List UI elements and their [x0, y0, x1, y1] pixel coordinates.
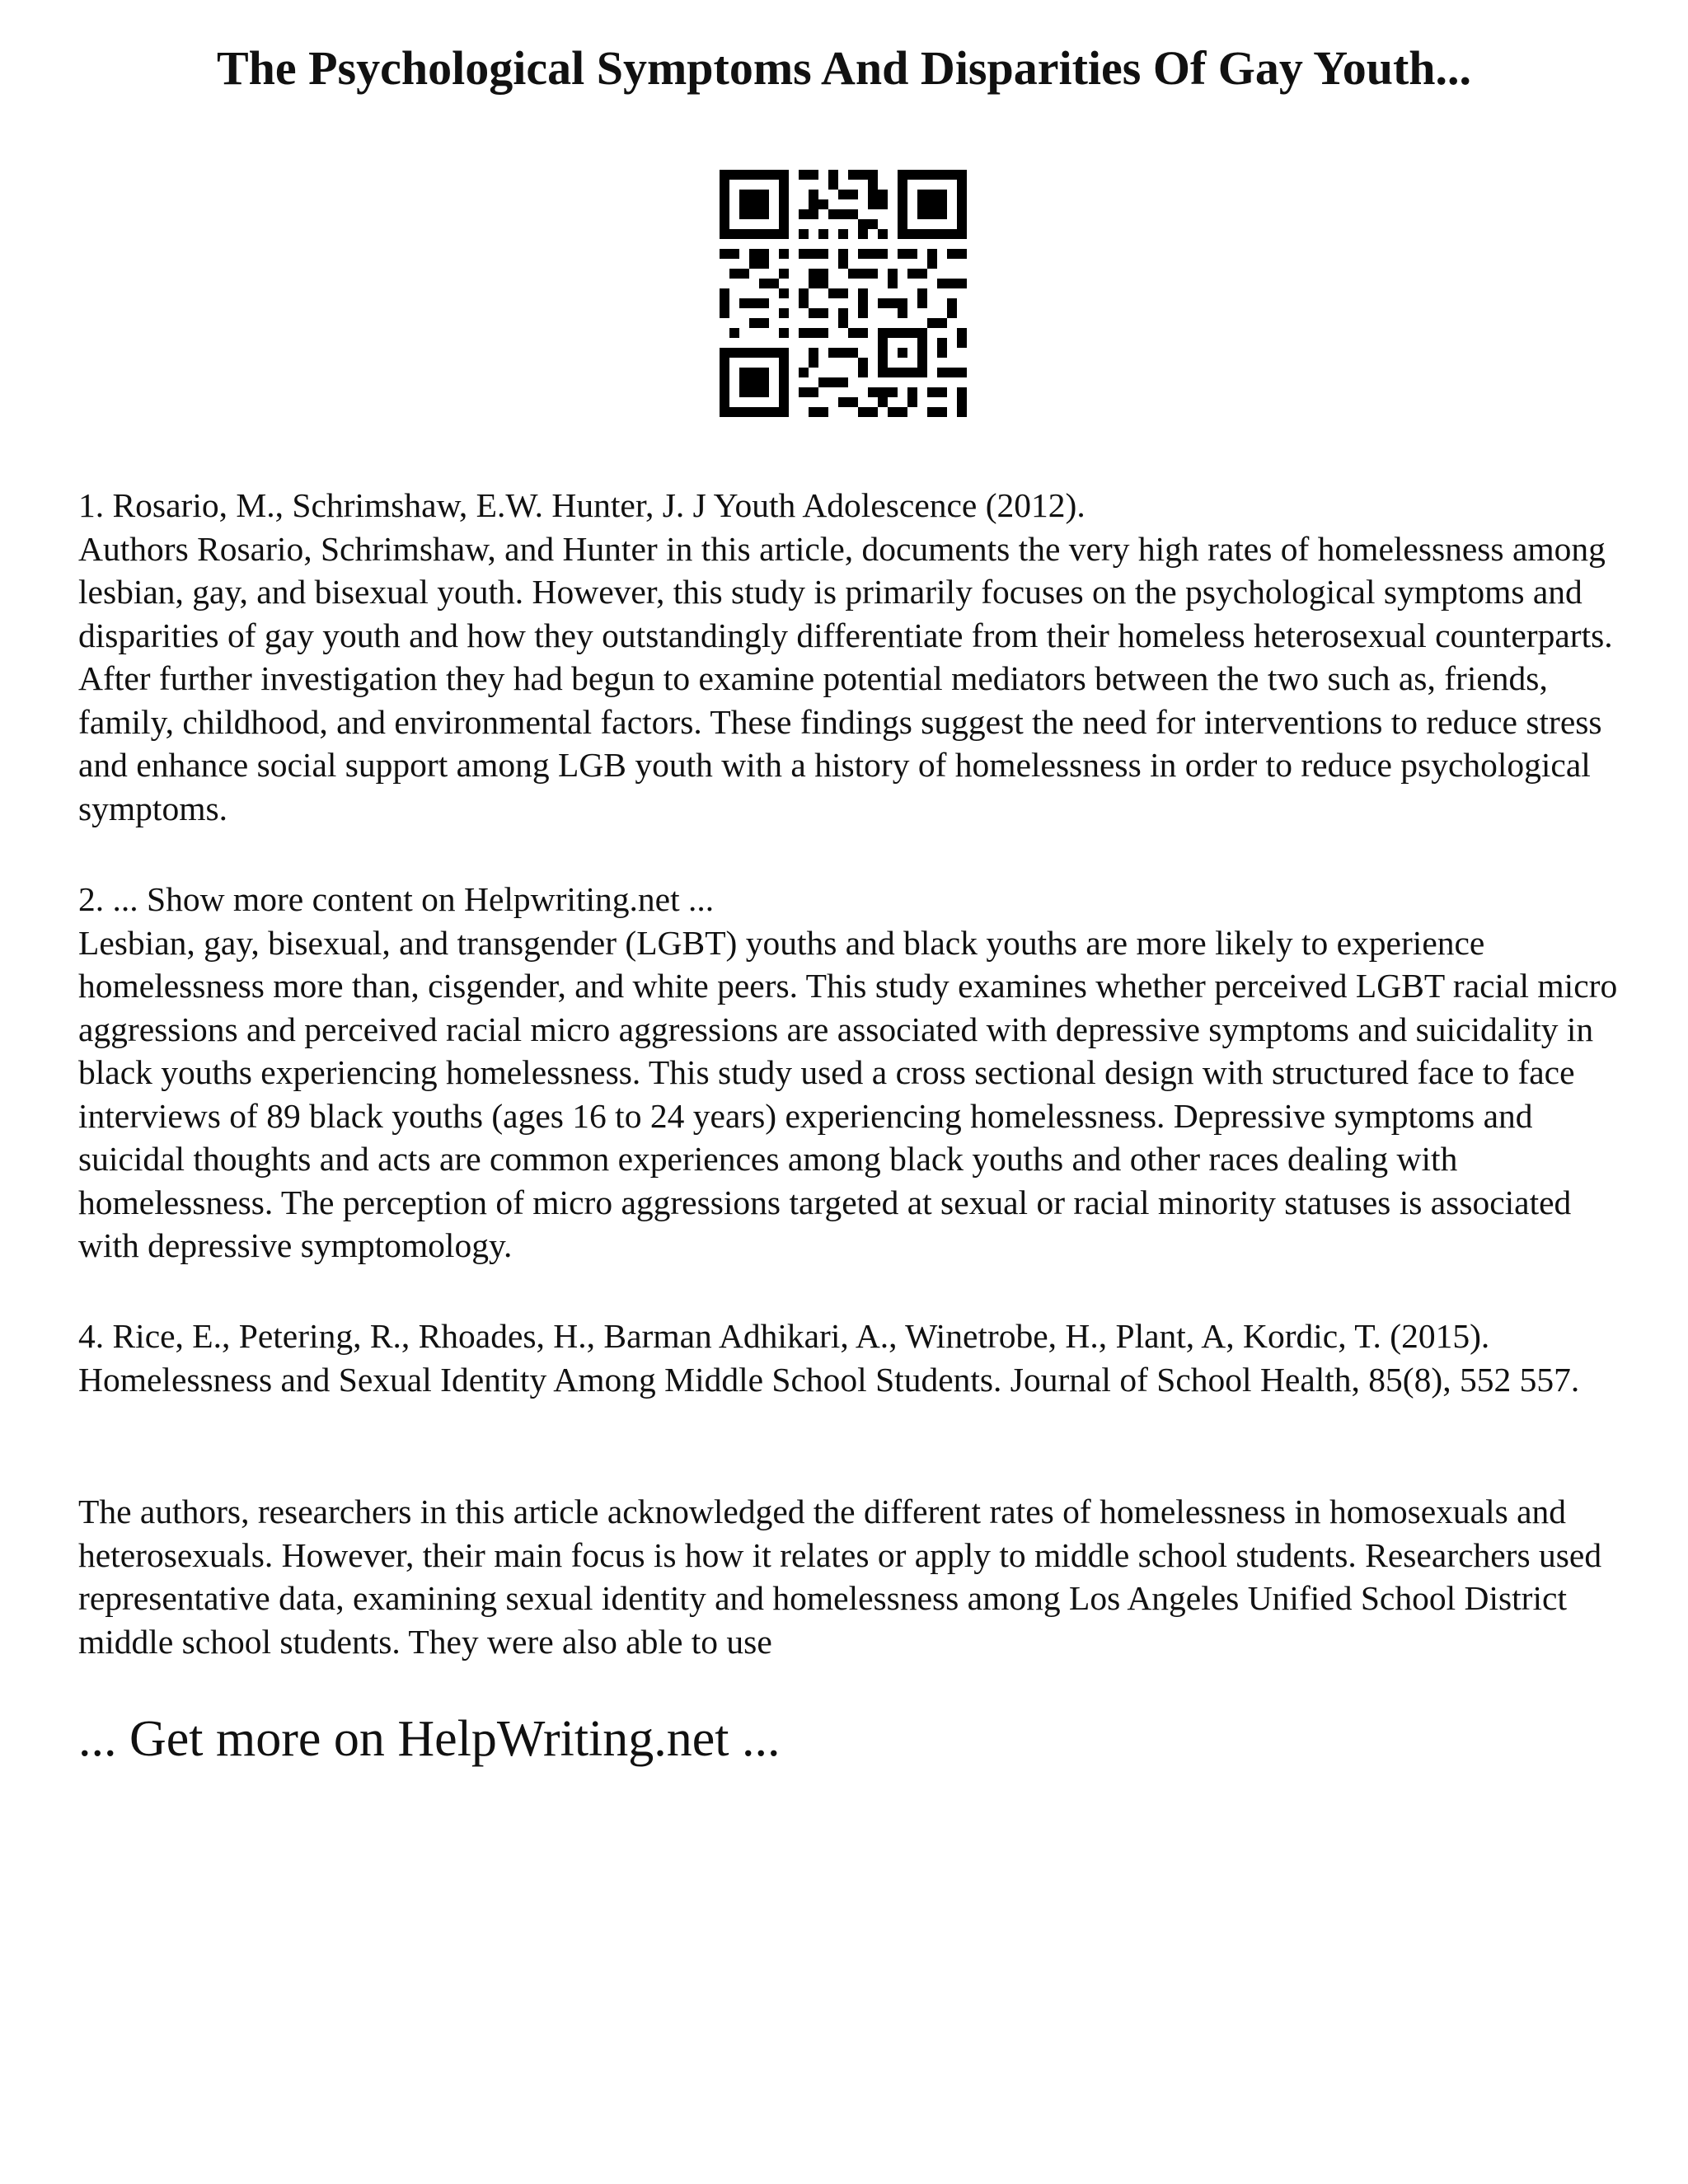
show-more-link[interactable]: 2. ... Show more content on Helpwriting.net ... [78, 880, 715, 918]
reference-4-citation: 4. Rice, E., Petering, R., Rhoades, H., Barman Adhikari, A., Winetrobe, H., Plant, A, Kordic, T. (2015). Homelessness and Sexual Identity Among Middle School Students. Journal of School Health, 85(8), 552 557. [78, 1317, 1580, 1399]
reference-2-summary: Lesbian, gay, bisexual, and transgender (LGBT) youths and black youths are more likely to experience homelessness more than, cisgender, and white peers. This study examines whether perceived LGBT racial micro aggressions and perceived racial micro aggressions are associated with depressive symptoms and suicidality in black youths experiencing homelessness. This study used a cross sectional design with structured face to face interviews of 89 black youths (ages 16 to 24 years) experiencing homelessness. Depressive symptoms and suicidal thoughts and acts are common experiences among black youths and other races dealing with homelessness. The perception of micro aggressions targeted at sexual or racial minority statuses is associated with depressive symptomology. [78, 923, 1618, 1264]
reference-1-summary: Authors Rosario, Schrimshaw, and Hunter in this article, documents the very high rates of homelessness among lesbian, gay, and bisexual youth. However, this study is primarily focuses on the psychological symptoms and disparities of gay youth and how they outstandingly differentiate from their homeless heterosexual counterparts. After further investigation they had begun to examine potential mediators between the two such as, friends, family, childhood, and environmental factors. These findings suggest the need for interventions to reduce stress and enhance social support among LGB youth with a history of homelessness in order to reduce psychological symptoms. [78, 529, 1613, 827]
reference-4-summary: The authors, researchers in this article acknowledged the different rates of homelessness in homosexuals and heterosexuals. However, their main focus is how it relates or apply to middle school students. Researchers used representative data, examining sexual identity and homelessness among Los Angeles Unified School District middle school students. They were also able to use [78, 1493, 1602, 1661]
reference-1 [78, 484, 1628, 830]
qr-code-icon[interactable] [720, 170, 967, 417]
page-title: The Psychological Symptoms And Disparities Of Gay Youth... [216, 41, 1472, 95]
reference-4 [78, 1315, 1628, 1401]
reference-4-summary-block [78, 1490, 1628, 1663]
reference-1-heading: 1. Rosario, M., Schrimshaw, E.W. Hunter, J. J Youth Adolescence (2012). [78, 486, 1085, 524]
reference-2 [78, 878, 1628, 1268]
get-more-link[interactable]: ... Get more on HelpWriting.net ... [78, 1711, 781, 1767]
